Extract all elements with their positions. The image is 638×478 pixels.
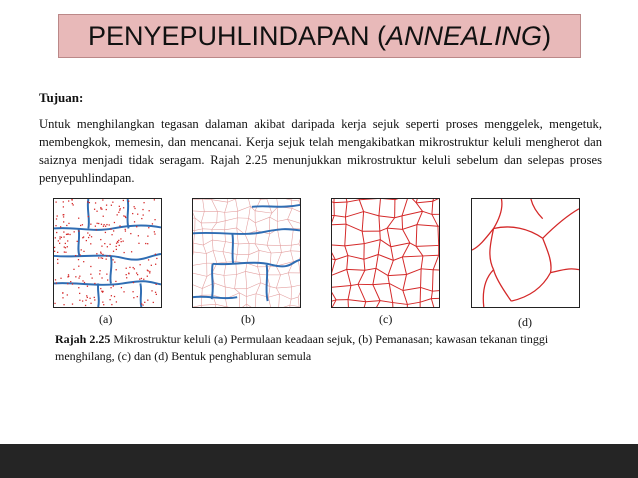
micrograph-d [471,198,580,308]
label-d: (d) [518,315,532,329]
label-a: (a) [99,312,113,326]
micrograph-d-drawing [472,199,579,307]
slide-title-box [58,14,581,58]
purpose-paragraph: Untuk menghilangkan tegasan dalaman akibat daripada kerja sejuk seperti proses menggelek, mengetuk, membengkok, memesin, dan mencanai. Kerja sejuk telah mengakibatkan mikrostruktur keluli mengherot dan saiznya menjadi tidak seragam. Rajah 2.25 menunjukkan mikrostruktur keluli sebelum dan selepas proses penyepuhlindapan. [39,117,602,185]
figure-caption [55,331,595,365]
micrograph-a [53,198,162,308]
label-b: (b) [241,312,255,326]
purpose-heading: Tujuan: [39,90,84,105]
micrograph-c [331,198,440,308]
caption-label: Rajah 2.25 [55,332,111,346]
footer-bar [0,444,638,478]
label-c: (c) [379,312,393,326]
micrograph-a-drawing [54,199,161,307]
micrograph-b [192,198,301,308]
micrograph-c-drawing [332,199,439,307]
micrograph-b-drawing [193,199,300,307]
slide-title: PENYEPUHLINDAPAN (ANNEALING) [87,20,552,51]
caption-text: Mikrostruktur keluli (a) Permulaan keadaan sejuk, (b) Pemanasan; kawasan tekanan tinggi menghilang, (c) dan (d) Bentuk penghabluran semula [55,332,549,363]
